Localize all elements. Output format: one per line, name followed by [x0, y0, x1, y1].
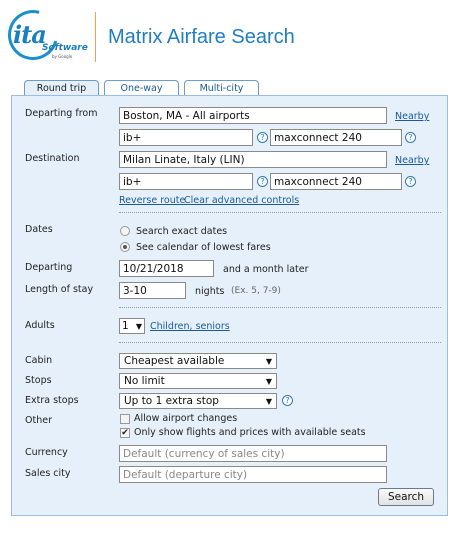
tab-round-trip[interactable]: Round trip: [24, 80, 99, 97]
app-title: Matrix Airfare Search: [108, 26, 295, 48]
search-exact-dates-radio[interactable]: [120, 226, 130, 236]
chevron-down-icon: ▼: [135, 322, 142, 331]
cabin-select[interactable]: [119, 353, 277, 369]
logo-wordmark: ita: [13, 20, 46, 49]
available-seats-checkbox[interactable]: ✔: [121, 428, 129, 438]
children-seniors-link[interactable]: Children, seniors: [150, 321, 230, 332]
nights-unit: nights: [195, 286, 225, 297]
tab-multi-city[interactable]: Multi-city: [184, 80, 259, 96]
departing-extension-codes-input[interactable]: maxconnect 240: [270, 129, 402, 146]
stops-select[interactable]: [119, 373, 277, 389]
chevron-down-icon: ▼: [265, 357, 272, 366]
available-seats-label: Only show flights and prices with available seats: [134, 427, 366, 438]
departing-label: Departing: [25, 262, 73, 273]
destination-extension-codes-input[interactable]: maxconnect 240: [270, 173, 402, 190]
adults-select[interactable]: [119, 318, 145, 334]
destination-label: Destination: [25, 153, 80, 164]
section-divider: [119, 212, 441, 213]
length-of-stay-input[interactable]: 3-10: [119, 282, 186, 299]
extension-help-icon[interactable]: ?: [405, 176, 416, 187]
header: [0, 0, 459, 78]
logo-by-google: by Google: [52, 54, 73, 59]
sales-city-label: Sales city: [25, 468, 71, 479]
currency-input[interactable]: Default (currency of sales city): [119, 445, 387, 462]
stops-select-value: No limit: [124, 375, 165, 387]
cabin-select-value: Cheapest available: [124, 355, 225, 367]
destination-nearby-link[interactable]: Nearby: [395, 155, 430, 166]
search-form-panel: [11, 95, 448, 516]
departing-nearby-link[interactable]: Nearby: [395, 111, 430, 122]
routing-help-icon[interactable]: ?: [257, 132, 268, 143]
adults-select-value: 1: [122, 320, 129, 332]
departing-date-input[interactable]: 10/21/2018: [119, 260, 214, 277]
destination-routing-codes-input[interactable]: ib+: [119, 173, 253, 190]
extra-stops-label: Extra stops: [25, 395, 79, 406]
departing-from-input[interactable]: Boston, MA - All airports: [119, 107, 387, 124]
dates-label: Dates: [25, 224, 53, 235]
sales-city-input[interactable]: Default (departure city): [119, 466, 387, 483]
stops-label: Stops: [25, 375, 52, 386]
length-of-stay-label: Length of stay: [25, 284, 94, 295]
header-divider: [95, 12, 96, 62]
allow-airport-changes-checkbox[interactable]: [120, 414, 130, 424]
departing-routing-codes-input[interactable]: ib+: [119, 129, 253, 146]
clear-advanced-controls-link[interactable]: Clear advanced controls: [184, 195, 300, 206]
extra-stops-select-value: Up to 1 extra stop: [124, 395, 219, 407]
extension-help-icon[interactable]: ?: [405, 132, 416, 143]
logo-sub-wordmark: Software: [42, 43, 88, 53]
tab-one-way[interactable]: One-way: [104, 80, 179, 96]
routing-help-icon[interactable]: ?: [257, 176, 268, 187]
extra-stops-help-icon[interactable]: ?: [282, 395, 293, 406]
search-button[interactable]: Search: [378, 488, 434, 506]
reverse-route-link[interactable]: Reverse route: [119, 195, 186, 206]
search-exact-dates-label: Search exact dates: [136, 226, 228, 237]
other-label: Other: [25, 415, 52, 426]
ita-software-logo: [8, 10, 88, 62]
calendar-lowest-fares-label: See calendar of lowest fares: [136, 242, 271, 253]
section-divider: [119, 307, 441, 308]
departing-range-text: and a month later: [223, 264, 309, 275]
section-divider: [119, 342, 441, 343]
length-of-stay-hint: (Ex. 5, 7-9): [231, 286, 281, 296]
calendar-lowest-fares-radio[interactable]: [120, 242, 130, 252]
cabin-label: Cabin: [25, 355, 53, 366]
currency-label: Currency: [25, 447, 68, 458]
departing-from-label: Departing from: [25, 108, 98, 119]
extra-stops-select[interactable]: [119, 393, 277, 409]
allow-airport-changes-label: Allow airport changes: [134, 413, 238, 424]
chevron-down-icon: ▼: [265, 397, 272, 406]
chevron-down-icon: ▼: [265, 377, 272, 386]
adults-label: Adults: [25, 320, 55, 331]
destination-input[interactable]: Milan Linate, Italy (LIN): [119, 151, 387, 168]
